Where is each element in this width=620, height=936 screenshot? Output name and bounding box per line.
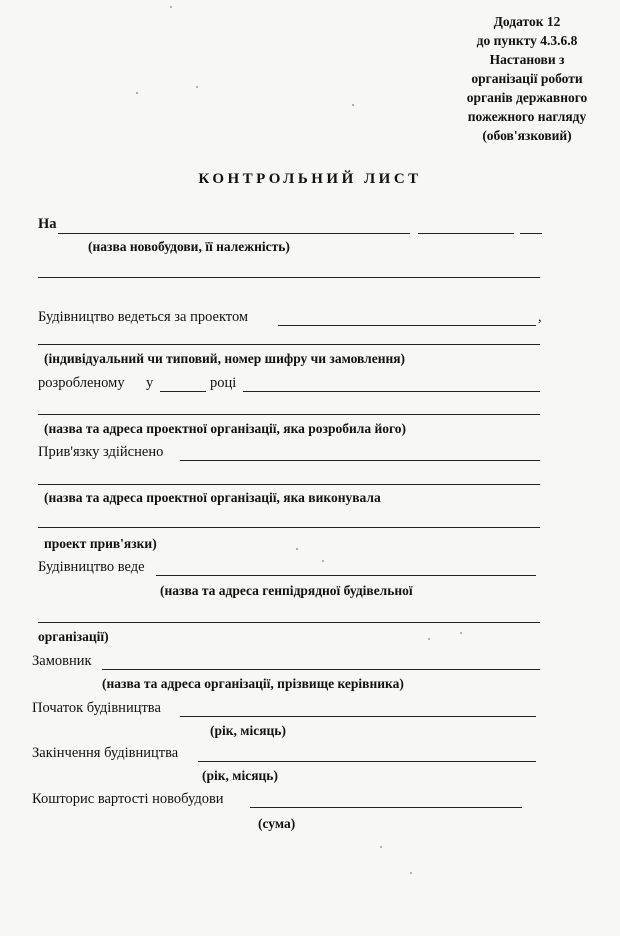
developed-line-2 xyxy=(38,414,540,415)
appendix-line: Настанови з xyxy=(489,52,565,67)
appendix-line: органів державного xyxy=(466,90,588,105)
end-caption: (рік, місяць) xyxy=(202,768,278,783)
cost-label: Кошторис вартості новобудови xyxy=(32,791,224,807)
project-comma: , xyxy=(538,309,542,325)
scan-speck xyxy=(322,560,324,562)
builder-label: Будівництво веде xyxy=(38,559,145,575)
customer-label: Замовник xyxy=(32,653,92,669)
builder-line-2 xyxy=(38,622,540,623)
developed-in: у xyxy=(146,375,154,391)
cost-line xyxy=(250,807,522,808)
binding-caption-2: проект прив'язки) xyxy=(44,536,157,551)
developed-label: розробленому xyxy=(38,375,125,391)
page-title: КОНТРОЛЬНИЙ ЛИСТ xyxy=(198,171,422,187)
na-line-3 xyxy=(520,233,542,234)
project-line-2 xyxy=(38,344,540,345)
na-line-4 xyxy=(38,277,540,278)
appendix-line: до пункту 4.3.6.8 xyxy=(476,33,578,48)
scan-speck xyxy=(296,548,298,550)
project-caption: (індивідуальний чи типовий, номер шифру чи замовлення) xyxy=(44,351,406,366)
na-label: На xyxy=(38,216,57,232)
binding-label: Прив'язку здійснено xyxy=(38,444,164,460)
binding-line xyxy=(180,460,540,461)
project-label: Будівництво ведеться за проектом xyxy=(38,309,249,325)
builder-line xyxy=(156,575,536,576)
developed-line xyxy=(243,391,540,392)
scan-speck xyxy=(380,846,382,848)
start-line xyxy=(180,716,536,717)
scan-speck xyxy=(136,92,138,94)
end-line xyxy=(198,761,536,762)
binding-caption: (назва та адреса проектної організації, яка виконувала xyxy=(44,490,381,505)
scan-speck xyxy=(352,104,354,106)
appendix-line: Додаток 12 xyxy=(493,14,561,29)
end-label: Закінчення будівництва xyxy=(32,745,179,761)
customer-caption: (назва та адреса організації, прізвище керівника) xyxy=(102,676,404,691)
appendix-line: пожежного нагляду xyxy=(467,109,587,124)
cost-caption: (сума) xyxy=(258,816,296,831)
na-line xyxy=(58,233,410,234)
project-line xyxy=(278,325,536,326)
scan-speck xyxy=(410,872,412,874)
customer-line xyxy=(102,669,540,670)
binding-line-2 xyxy=(38,484,540,485)
scan-speck xyxy=(460,632,462,634)
na-line-2 xyxy=(418,233,514,234)
start-label: Початок будівництва xyxy=(32,700,161,716)
developed-year-label: році xyxy=(210,375,237,391)
scan-speck xyxy=(196,86,198,88)
start-caption: (рік, місяць) xyxy=(210,723,286,738)
developed-caption: (назва та адреса проектної організації, яка розробила його) xyxy=(44,421,407,436)
appendix-note xyxy=(442,12,612,145)
developed-year-line xyxy=(160,391,206,392)
builder-caption: (назва та адреса генпідрядної будівельної xyxy=(160,583,413,598)
appendix-line: організації роботи xyxy=(471,71,583,86)
binding-line-3 xyxy=(38,527,540,528)
scan-speck xyxy=(428,638,430,640)
builder-caption-2: організації) xyxy=(38,629,109,644)
scan-speck xyxy=(170,6,172,8)
na-caption: (назва новобудови, її належність) xyxy=(88,239,290,254)
appendix-line: (обов'язковий) xyxy=(482,128,572,143)
